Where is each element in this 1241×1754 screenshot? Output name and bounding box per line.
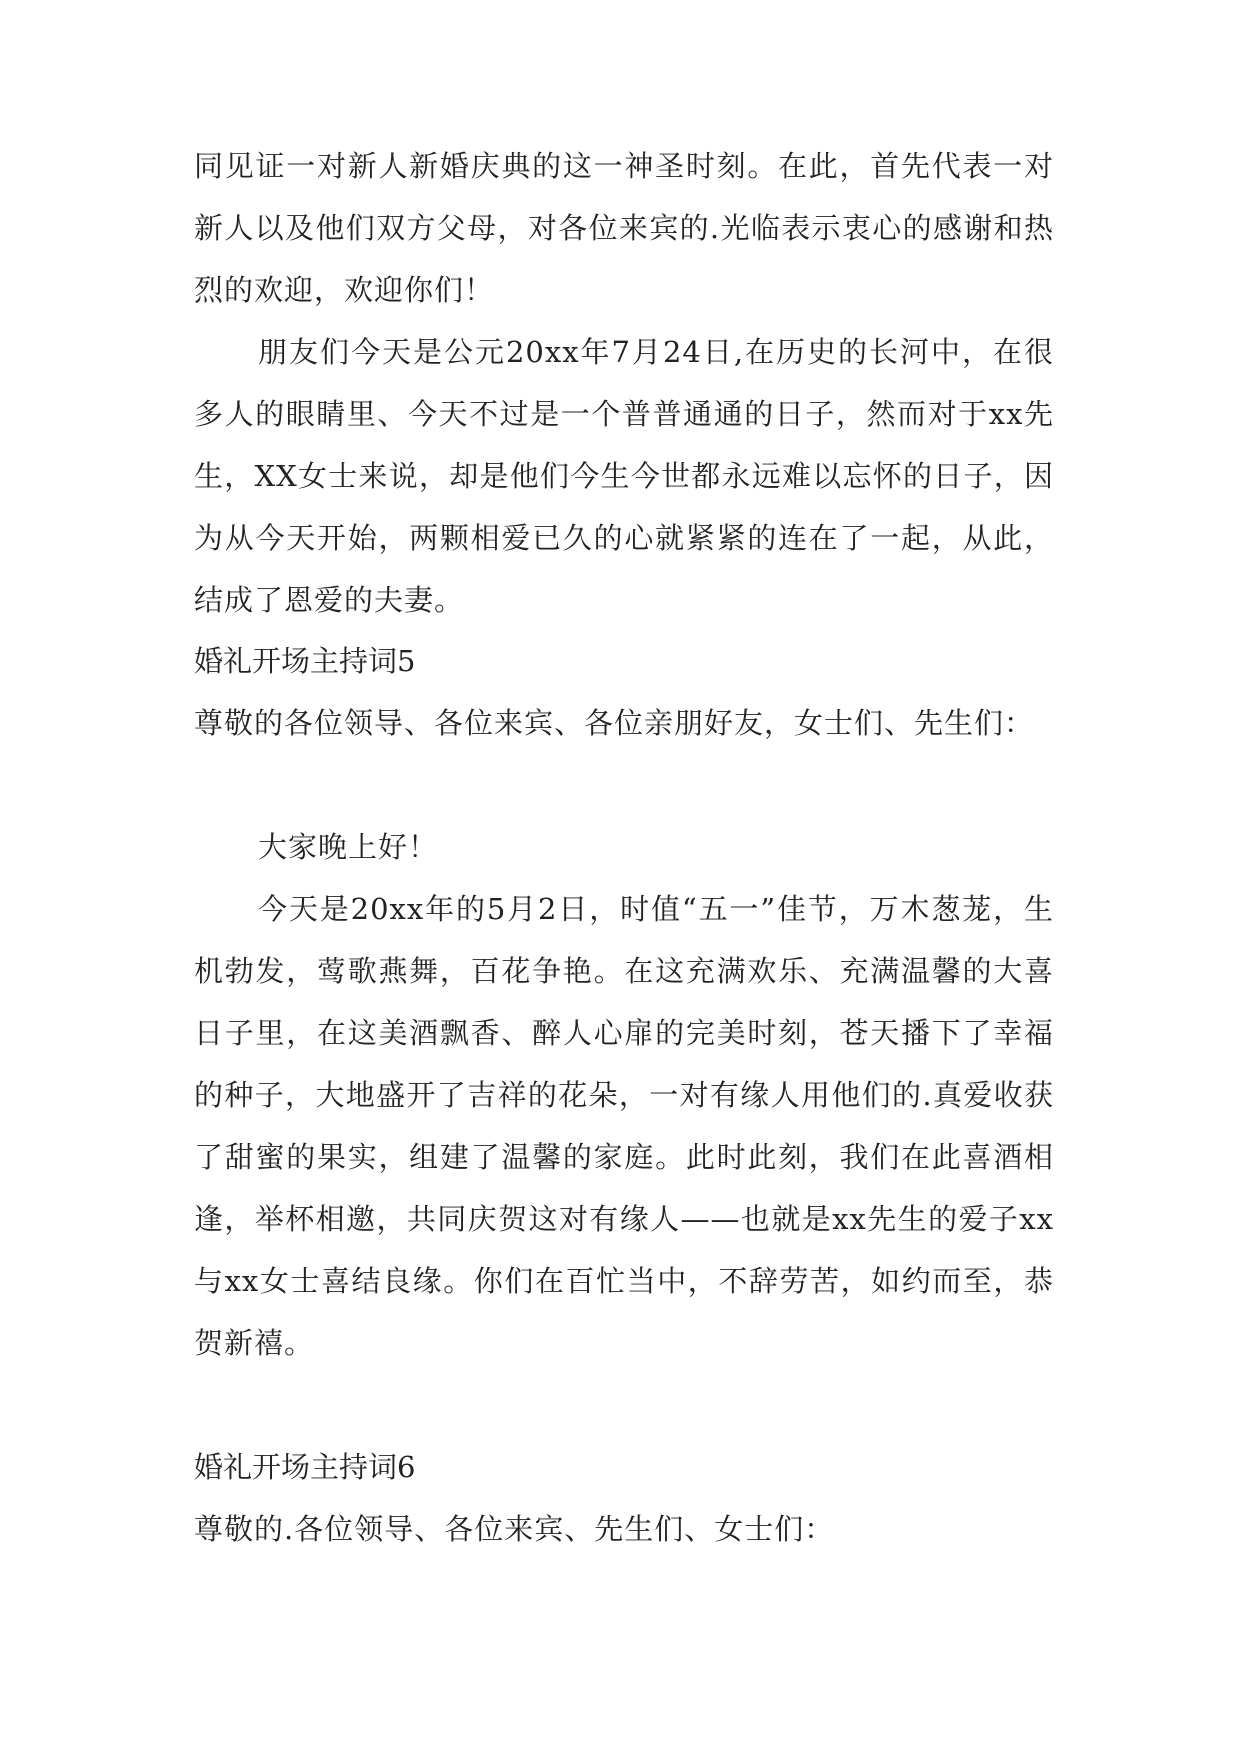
- paragraph-continued: 同见证一对新人新婚庆典的这一神圣时刻。在此，首先代表一对新人以及他们双方父母，对各位来宾的.光临表示衷心的感谢和热烈的欢迎，欢迎你们！: [194, 149, 1054, 307]
- greeting-paragraph-5: 尊敬的各位领导、各位来宾、各位亲朋好友，女士们、先生们：: [194, 706, 1035, 740]
- section-heading-5: 婚礼开场主持词5: [194, 644, 416, 678]
- greeting-paragraph-6: 尊敬的.各位领导、各位来宾、先生们、女士们：: [194, 1512, 835, 1546]
- paragraph-date: 朋友们今天是公元20xx年7月24日,在历史的长河中，在很多人的眼睛里、今天不过是一个普普通通的日子，然而对于xx先生，XX女士来说，却是他们今生今世都永远难以忘怀的日子，因为从今天开始，两颗相爱已久的心就紧紧的连在了一起，从此，结成了恩爱的夫妻。: [194, 335, 1054, 617]
- section-heading-6: 婚礼开场主持词6: [194, 1450, 416, 1484]
- evening-greeting: 大家晚上好！: [258, 830, 439, 864]
- paragraph-may-day: 今天是20xx年的5月2日，时值“五一”佳节，万木葱茏，生机勃发，莺歌燕舞，百花争艳。在这充满欢乐、充满温馨的大喜日子里，在这美酒飘香、醉人心扉的完美时刻，苍天播下了幸福的种子，大地盛开了吉祥的花朵，一对有缘人用他们的.真爱收获了甜蜜的果实，组建了温馨的家庭。此时此刻，我们在此喜酒相逢，举杯相邀，共同庆贺这对有缘人——也就是xx先生的爱子xx与xx女士喜结良缘。你们在百忙当中，不辞劳苦，如约而至，恭贺新禧。: [194, 892, 1054, 1360]
